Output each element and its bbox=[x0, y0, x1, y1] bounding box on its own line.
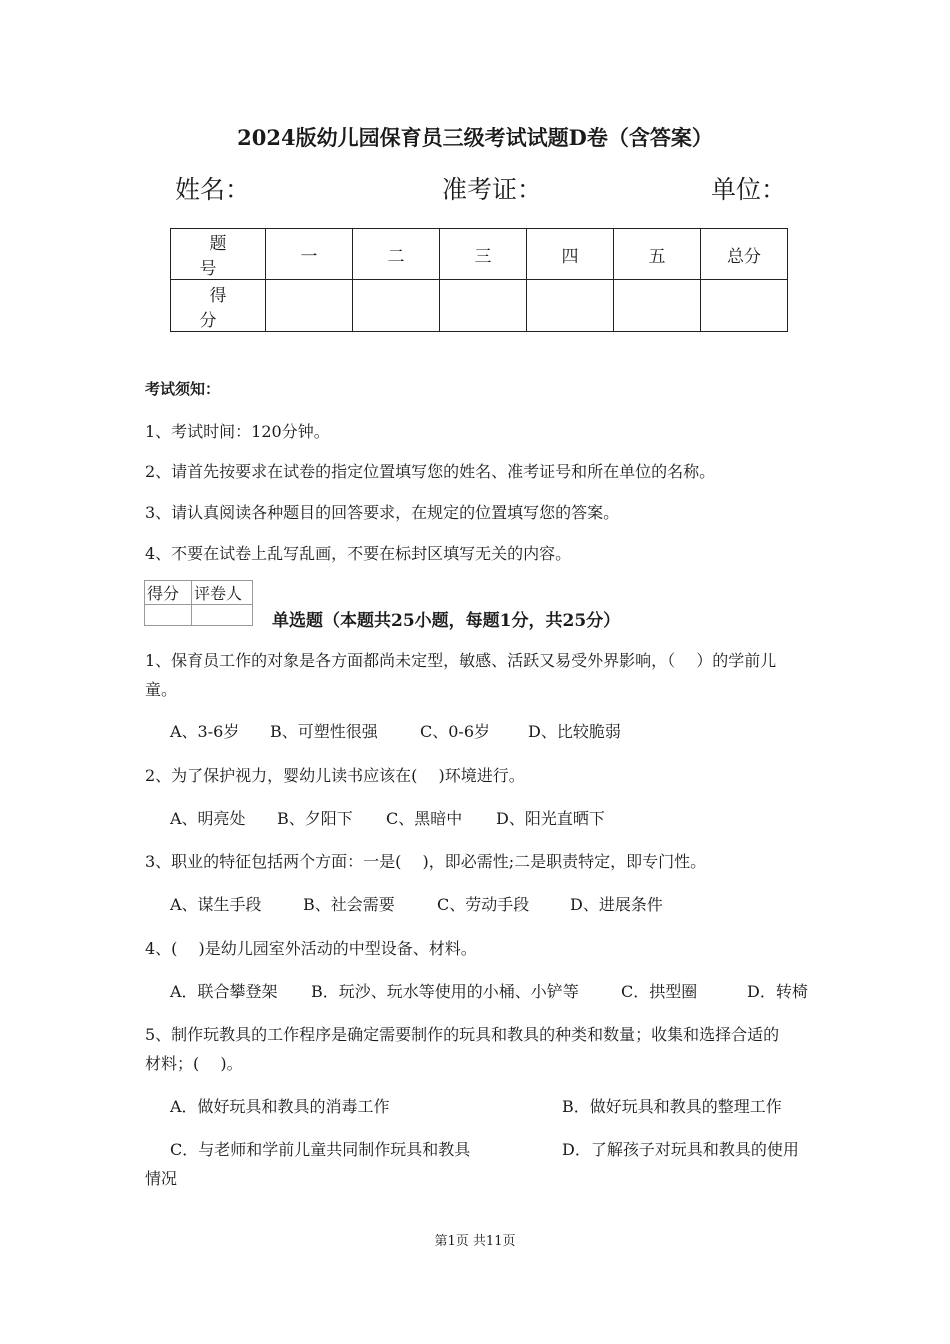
score-header-cell: 三 bbox=[440, 229, 527, 280]
name-field-label: 姓名： bbox=[175, 175, 251, 204]
score-row-label: 得 分 bbox=[171, 280, 266, 332]
question-2-option-a[interactable]: A、明亮处 bbox=[170, 809, 246, 828]
score-table-score-row bbox=[171, 280, 788, 332]
question-3-option-c[interactable]: C、劳动手段 bbox=[437, 895, 530, 914]
grader-reviewer-label: 评卷人 bbox=[192, 581, 253, 605]
question-4-text: 4、( )是幼儿园室外活动的中型设备、材料。 bbox=[145, 939, 477, 958]
question-3-option-b[interactable]: B、社会需要 bbox=[303, 895, 395, 914]
question-3-option-a[interactable]: A、谋生手段 bbox=[170, 895, 262, 914]
score-cell[interactable] bbox=[701, 280, 788, 332]
unit-field-label: 单位： bbox=[711, 175, 787, 204]
question-1-option-d[interactable]: D、比较脆弱 bbox=[528, 722, 621, 741]
question-5-option-b[interactable]: B．做好玩具和教具的整理工作 bbox=[562, 1097, 782, 1116]
question-1-text-cont: 童。 bbox=[145, 680, 178, 699]
score-table-header-row bbox=[171, 229, 788, 280]
note-item: 3、请认真阅读各种题目的回答要求，在规定的位置填写您的答案。 bbox=[145, 503, 620, 522]
note-item: 1、考试时间：120分钟。 bbox=[145, 422, 330, 441]
score-header-label: 题 号 bbox=[171, 229, 266, 280]
question-5-option-c[interactable]: C．与老师和学前儿童共同制作玩具和教具 bbox=[170, 1140, 471, 1159]
question-4-option-a[interactable]: A．联合攀登架 bbox=[170, 982, 278, 1001]
question-3-text: 3、职业的特征包括两个方面：一是( )，即必需性;二是职责特定，即专门性。 bbox=[145, 852, 707, 871]
score-header-cell: 总分 bbox=[701, 229, 788, 280]
score-cell[interactable] bbox=[353, 280, 440, 332]
question-1-option-c[interactable]: C、0-6岁 bbox=[420, 722, 491, 741]
question-4-option-b[interactable]: B．玩沙、玩水等使用的小桶、小铲等 bbox=[311, 982, 579, 1001]
question-3-option-d[interactable]: D、进展条件 bbox=[570, 895, 663, 914]
question-5-option-a[interactable]: A．做好玩具和教具的消毒工作 bbox=[170, 1097, 390, 1116]
question-5-text-cont: 材料；( )。 bbox=[145, 1054, 243, 1073]
score-header-cell: 一 bbox=[266, 229, 353, 280]
score-cell[interactable] bbox=[440, 280, 527, 332]
section-title: 单选题（本题共25小题，每题1分，共25分） bbox=[272, 611, 621, 631]
exam-no-field-label: 准考证： bbox=[442, 175, 543, 204]
question-1-text: 1、保育员工作的对象是各方面都尚未定型，敏感、活跃又易受外界影响，（ ）的学前儿 bbox=[145, 651, 777, 670]
grader-box bbox=[144, 580, 253, 626]
question-5-option-d[interactable]: D．了解孩子对玩具和教具的使用 bbox=[562, 1140, 799, 1159]
grader-score-label: 得分 bbox=[145, 581, 192, 605]
question-5-option-d-cont: 情况 bbox=[145, 1169, 178, 1188]
question-4-option-c[interactable]: C．拱型圈 bbox=[621, 982, 698, 1001]
score-header-cell: 四 bbox=[527, 229, 614, 280]
page-title: 2024版幼儿园保育员三级考试试题D卷（含答案） bbox=[237, 125, 713, 150]
score-cell[interactable] bbox=[614, 280, 701, 332]
score-table bbox=[170, 228, 788, 332]
note-item: 4、不要在试卷上乱写乱画，不要在标封区填写无关的内容。 bbox=[145, 544, 572, 563]
score-header-cell: 五 bbox=[614, 229, 701, 280]
grader-reviewer-cell[interactable] bbox=[192, 605, 253, 626]
score-cell[interactable] bbox=[527, 280, 614, 332]
question-1-option-a[interactable]: A、3-6岁 bbox=[170, 722, 240, 741]
question-2-option-c[interactable]: C、黑暗中 bbox=[386, 809, 463, 828]
notes-heading: 考试须知： bbox=[145, 380, 221, 398]
question-5-text: 5、制作玩教具的工作程序是确定需要制作的玩具和教具的种类和数量；收集和选择合适的 bbox=[145, 1025, 780, 1044]
question-1-option-b[interactable]: B、可塑性很强 bbox=[270, 722, 378, 741]
score-header-cell: 二 bbox=[353, 229, 440, 280]
question-2-option-b[interactable]: B、夕阳下 bbox=[277, 809, 353, 828]
grader-score-cell[interactable] bbox=[145, 605, 192, 626]
question-2-text: 2、为了保护视力，婴幼儿读书应该在( )环境进行。 bbox=[145, 766, 525, 785]
page-footer: 第1页 共11页 bbox=[434, 1234, 516, 1249]
question-4-option-d[interactable]: D．转椅 bbox=[747, 982, 808, 1001]
question-2-option-d[interactable]: D、阳光直晒下 bbox=[496, 809, 605, 828]
note-item: 2、请首先按要求在试卷的指定位置填写您的姓名、准考证号和所在单位的名称。 bbox=[145, 462, 716, 481]
